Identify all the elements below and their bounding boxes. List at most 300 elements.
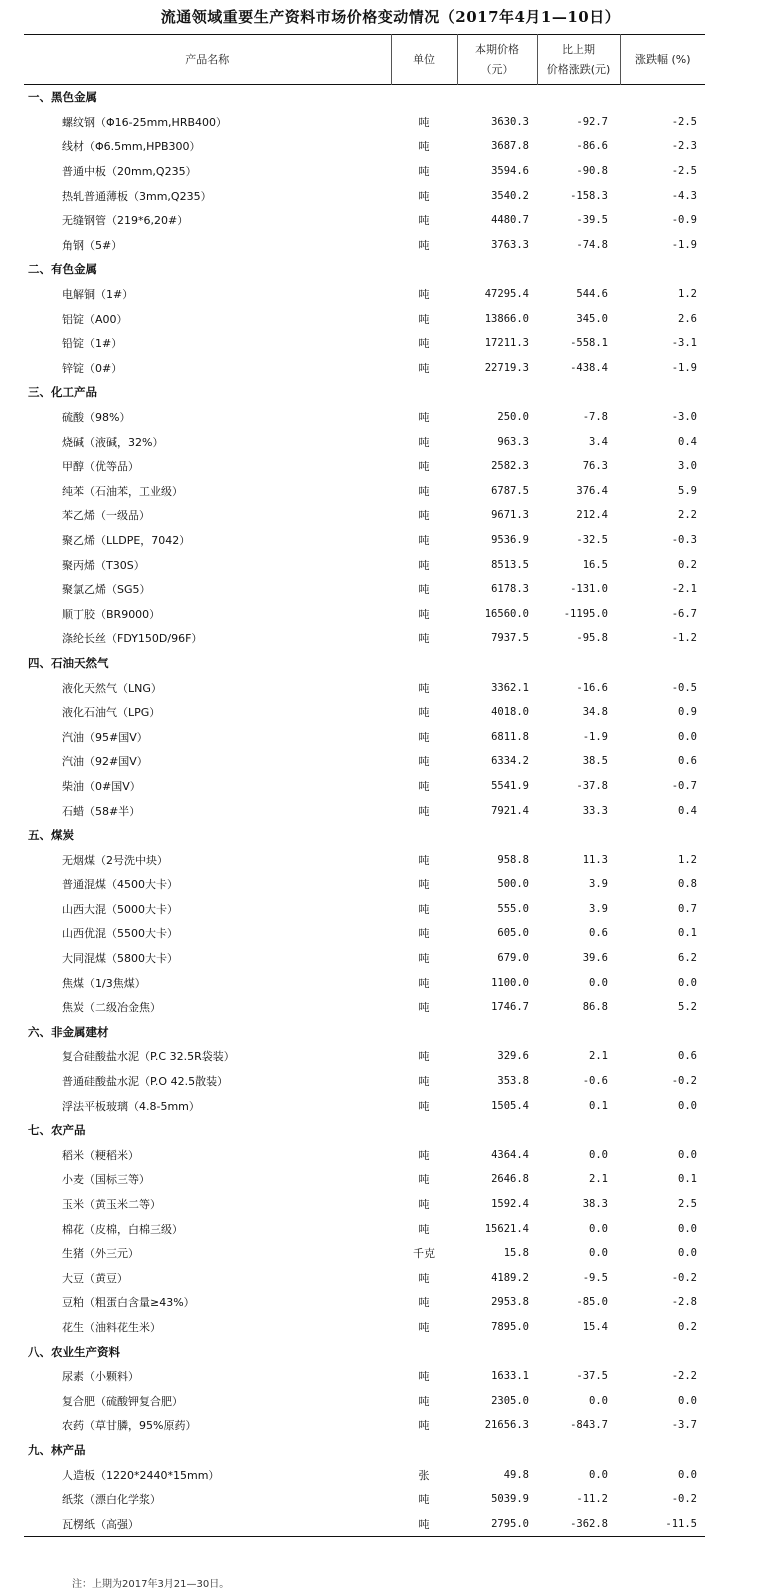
- change-cell: 38.3: [582, 1198, 608, 1211]
- price-cell: 5541.9: [491, 779, 529, 792]
- table-row: [24, 946, 705, 971]
- table-row: [24, 601, 705, 626]
- price-cell: 6811.8: [491, 730, 529, 743]
- pct-cell: -1.2: [671, 632, 697, 645]
- price-cell: 500.0: [497, 878, 529, 891]
- table-row: [24, 921, 705, 946]
- product-name-cell: 无烟煤（2号洗中块）: [62, 853, 168, 867]
- product-name-cell: 甲醇（优等品）: [62, 460, 139, 474]
- product-name-cell: 纸浆（漂白化学浆）: [62, 1493, 161, 1507]
- change-cell: -90.8: [576, 165, 608, 178]
- pct-cell: 0.0: [678, 1468, 697, 1481]
- header-change-line2: 价格涨跌(元): [546, 62, 611, 76]
- price-cell: 1592.4: [491, 1198, 529, 1211]
- product-name-cell: 纯苯（石油苯，工业级）: [62, 484, 183, 498]
- price-cell: 958.8: [497, 853, 529, 866]
- header-change: [537, 35, 620, 85]
- pct-cell: 0.8: [678, 878, 697, 891]
- pct-cell: -2.3: [671, 140, 697, 153]
- pct-cell: 0.0: [678, 730, 697, 743]
- table-row: [24, 897, 705, 922]
- unit-cell: 吨: [418, 755, 430, 769]
- table-row: [24, 1093, 705, 1118]
- footnote: 注：上期为2017年3月21—30日。: [72, 1579, 230, 1590]
- unit-cell: 张: [418, 1468, 430, 1482]
- unit-cell: 千克: [413, 1247, 435, 1261]
- price-cell: 605.0: [497, 927, 529, 940]
- header-price-line2: （元）: [480, 62, 514, 76]
- table-row: [24, 1216, 705, 1241]
- table-row: [24, 183, 705, 208]
- price-cell: 7921.4: [491, 804, 529, 817]
- change-cell: 212.4: [576, 509, 608, 522]
- table-row: [24, 1315, 705, 1340]
- change-cell: -95.8: [576, 632, 608, 645]
- table-row: [24, 1364, 705, 1389]
- table-row: [24, 159, 705, 184]
- category-label: 七、农产品: [28, 1123, 86, 1138]
- unit-cell: 吨: [418, 1271, 430, 1285]
- price-cell: 6334.2: [491, 755, 529, 768]
- product-name-cell: 豆粕（粗蛋白含量≥43%）: [62, 1296, 195, 1310]
- unit-cell: 吨: [418, 288, 430, 302]
- pct-cell: -0.3: [671, 533, 697, 546]
- price-cell: 9536.9: [491, 533, 529, 546]
- unit-cell: 吨: [418, 337, 430, 351]
- product-name-cell: 棉花（皮棉，白棉三级）: [62, 1222, 183, 1236]
- product-name-cell: 汽油（92#国Ⅴ）: [62, 755, 148, 769]
- change-cell: -7.8: [582, 411, 608, 424]
- unit-cell: 吨: [418, 509, 430, 523]
- change-cell: 34.8: [582, 706, 608, 719]
- unit-cell: 吨: [418, 1320, 430, 1334]
- product-name-cell: 液化天然气（LNG）: [62, 681, 162, 695]
- unit-cell: 吨: [418, 632, 430, 646]
- pct-cell: 0.4: [678, 804, 697, 817]
- table-row: [24, 356, 705, 381]
- pct-cell: 0.6: [678, 1050, 697, 1063]
- product-name-cell: 大同混煤（5800大卡）: [62, 952, 178, 966]
- price-cell: 4364.4: [491, 1148, 529, 1161]
- price-cell: 49.8: [503, 1468, 529, 1481]
- unit-cell: 吨: [418, 706, 430, 720]
- unit-cell: 吨: [418, 1394, 430, 1408]
- table-row: [24, 479, 705, 504]
- table-row: [24, 233, 705, 258]
- change-cell: 0.0: [589, 1148, 608, 1161]
- price-cell: 1100.0: [491, 976, 529, 989]
- change-cell: 86.8: [582, 1001, 608, 1014]
- category-label: 五、煤炭: [28, 828, 74, 843]
- category-label: 八、农业生产资料: [28, 1344, 120, 1359]
- product-name-cell: 石蜡（58#半）: [62, 804, 141, 818]
- pct-cell: -2.1: [671, 583, 697, 596]
- category-row: [24, 1339, 705, 1364]
- header-name: 产品名称: [185, 52, 230, 66]
- price-cell: 16560.0: [484, 607, 529, 620]
- product-name-cell: 液化石油气（LPG）: [62, 706, 161, 720]
- header-price-line1: 本期价格: [475, 42, 519, 56]
- pct-cell: 1.2: [678, 853, 697, 866]
- change-cell: -438.4: [570, 361, 608, 374]
- change-cell: 33.3: [582, 804, 608, 817]
- unit-cell: 吨: [418, 779, 430, 793]
- product-name-cell: 线材（Φ6.5mm,HPB300）: [62, 140, 201, 154]
- unit-cell: 吨: [418, 140, 430, 154]
- table-row: [24, 454, 705, 479]
- change-cell: -0.6: [582, 1075, 608, 1088]
- product-name-cell: 普通硅酸盐水泥（P.O 42.5散装）: [62, 1075, 229, 1089]
- table-header-row: [24, 35, 705, 85]
- product-name-cell: 瓦楞纸（高强）: [24, 1511, 391, 1536]
- price-cell: 4480.7: [491, 214, 529, 227]
- change-cell: 3.9: [589, 878, 608, 891]
- category-row: [24, 1118, 705, 1143]
- category-label: 六、非金属建材: [28, 1024, 109, 1039]
- unit-cell: 吨: [418, 681, 430, 695]
- unit-cell: 吨: [418, 927, 430, 941]
- pct-cell: 0.0: [678, 976, 697, 989]
- change-cell: 2.1: [589, 1050, 608, 1063]
- unit-cell: 吨: [418, 214, 430, 228]
- product-name-cell: 热轧普通薄板（3mm,Q235）: [62, 189, 212, 203]
- unit-cell: 吨: [418, 976, 430, 990]
- table-row: [24, 749, 705, 774]
- product-name-cell: 生猪（外三元）: [62, 1247, 139, 1261]
- unit-cell: 吨: [418, 1001, 430, 1015]
- table-row: [24, 552, 705, 577]
- product-name-cell: 大豆（黄豆）: [62, 1271, 128, 1285]
- price-cell: 329.6: [497, 1050, 529, 1063]
- change-cell: -32.5: [576, 533, 608, 546]
- unit-cell: 吨: [418, 558, 430, 572]
- price-cell: 2795.0: [457, 1511, 537, 1536]
- pct-cell: 5.2: [678, 1001, 697, 1014]
- price-cell: 353.8: [497, 1075, 529, 1088]
- table-row: [24, 503, 705, 528]
- unit-cell: 吨: [418, 189, 430, 203]
- table-row: [24, 675, 705, 700]
- table-row: [24, 700, 705, 725]
- change-cell: -92.7: [576, 115, 608, 128]
- table-row: [24, 626, 705, 651]
- price-cell: 47295.4: [484, 288, 529, 301]
- unit-cell: 吨: [418, 902, 430, 916]
- pct-cell: 0.6: [678, 755, 697, 768]
- pct-cell: 2.5: [678, 1198, 697, 1211]
- pct-cell: 2.6: [678, 312, 697, 325]
- change-cell: 11.3: [582, 853, 608, 866]
- product-name-cell: 聚丙烯（T30S）: [62, 558, 145, 572]
- product-name-cell: 螺纹钢（Φ16-25mm,HRB400）: [62, 115, 228, 129]
- pct-cell: 0.2: [678, 1320, 697, 1333]
- change-cell: -362.8: [537, 1511, 620, 1536]
- header-pct: 涨跌幅 (%): [620, 35, 705, 85]
- product-name-cell: 玉米（黄玉米二等）: [62, 1198, 161, 1212]
- unit-cell: 吨: [418, 1370, 430, 1384]
- pct-cell: 0.0: [678, 1247, 697, 1260]
- change-cell: -37.5: [576, 1370, 608, 1383]
- product-name-cell: 稻米（粳稻米）: [62, 1148, 139, 1162]
- table-row: [24, 724, 705, 749]
- change-cell: 76.3: [582, 460, 608, 473]
- table-row: [24, 577, 705, 602]
- unit-cell: 吨: [418, 1050, 430, 1064]
- unit-cell: 吨: [418, 115, 430, 129]
- price-cell: 13866.0: [484, 312, 529, 325]
- price-cell: 8513.5: [491, 558, 529, 571]
- table-row: [24, 110, 705, 135]
- change-cell: -85.0: [576, 1296, 608, 1309]
- page-title: 流通领域重要生产资料市场价格变动情况（2017年4月1—10日）: [160, 8, 621, 26]
- header-price: [457, 35, 537, 85]
- unit-cell: 吨: [418, 1493, 430, 1507]
- price-cell: 555.0: [497, 902, 529, 915]
- table-row: [24, 1290, 705, 1315]
- product-name-cell: 尿素（小颗料）: [62, 1370, 139, 1384]
- unit-cell: 吨: [391, 1511, 457, 1536]
- pct-cell: -0.2: [671, 1075, 697, 1088]
- unit-cell: 吨: [418, 1099, 430, 1113]
- pct-cell: -4.3: [671, 189, 697, 202]
- pct-cell: -1.9: [671, 238, 697, 251]
- category-label: 四、石油天然气: [28, 655, 109, 670]
- product-name-cell: 复合硅酸盐水泥（P.C 32.5R袋装）: [62, 1050, 235, 1064]
- price-cell: 2953.8: [491, 1296, 529, 1309]
- price-cell: 250.0: [497, 411, 529, 424]
- price-cell: 4189.2: [491, 1271, 529, 1284]
- pct-cell: 0.0: [678, 1099, 697, 1112]
- pct-cell: 5.9: [678, 484, 697, 497]
- table-row: [24, 429, 705, 454]
- category-label: 三、化工产品: [28, 385, 97, 400]
- pct-cell: 0.0: [678, 1394, 697, 1407]
- price-cell: 7895.0: [491, 1320, 529, 1333]
- category-label: 二、有色金属: [28, 262, 97, 277]
- change-cell: 0.0: [589, 1247, 608, 1260]
- pct-cell: 6.2: [678, 952, 697, 965]
- product-name-cell: 农药（草甘膦，95%原药）: [62, 1419, 197, 1433]
- pct-cell: -0.5: [671, 681, 697, 694]
- table-row: [24, 528, 705, 553]
- table-row: [24, 1266, 705, 1291]
- unit-cell: 吨: [418, 1173, 430, 1187]
- table-row: [24, 1143, 705, 1168]
- unit-cell: 吨: [418, 361, 430, 375]
- table-row: [24, 1487, 705, 1512]
- pct-cell: -0.7: [671, 779, 697, 792]
- category-row: [24, 1020, 705, 1045]
- change-cell: 3.9: [589, 902, 608, 915]
- product-name-cell: 山西大混（5000大卡）: [62, 902, 178, 916]
- price-cell: 1505.4: [491, 1099, 529, 1112]
- product-name-cell: 山西优混（5500大卡）: [62, 927, 178, 941]
- product-name-cell: 聚氯乙烯（SG5）: [62, 583, 151, 597]
- price-cell: 21656.3: [484, 1419, 529, 1432]
- category-row: [24, 1438, 705, 1463]
- unit-cell: 吨: [418, 1296, 430, 1310]
- pct-cell: 0.1: [678, 1173, 697, 1186]
- product-name-cell: 小麦（国标三等）: [62, 1173, 150, 1187]
- unit-cell: 吨: [418, 165, 430, 179]
- unit-cell: 吨: [418, 484, 430, 498]
- table-row: [24, 1413, 705, 1438]
- price-cell: 22719.3: [484, 361, 529, 374]
- product-name-cell: 顺丁胶（BR9000）: [62, 607, 161, 621]
- table-row: [24, 134, 705, 159]
- pct-cell: 2.2: [678, 509, 697, 522]
- product-name-cell: 花生（油料花生米）: [62, 1320, 161, 1334]
- pct-cell: 3.0: [678, 460, 697, 473]
- unit-cell: 吨: [418, 1075, 430, 1089]
- change-cell: 0.6: [589, 927, 608, 940]
- unit-cell: 吨: [418, 804, 430, 818]
- unit-cell: 吨: [418, 878, 430, 892]
- price-cell: 1746.7: [491, 1001, 529, 1014]
- change-cell: -11.2: [576, 1493, 608, 1506]
- product-name-cell: 焦炭（二级冶金焦）: [62, 1001, 161, 1015]
- pct-cell: -3.7: [671, 1419, 697, 1432]
- change-cell: 0.0: [589, 1222, 608, 1235]
- category-row: [24, 85, 705, 110]
- category-label: 九、林产品: [28, 1442, 86, 1457]
- unit-cell: 吨: [418, 1222, 430, 1236]
- category-label: 一、黑色金属: [28, 90, 97, 105]
- change-cell: -558.1: [570, 337, 608, 350]
- pct-cell: -0.9: [671, 214, 697, 227]
- price-cell: 3362.1: [491, 681, 529, 694]
- pct-cell: -3.1: [671, 337, 697, 350]
- change-cell: -39.5: [576, 214, 608, 227]
- price-cell: 2646.8: [491, 1173, 529, 1186]
- product-name-cell: 锌锭（0#）: [62, 361, 123, 375]
- price-cell: 5039.9: [491, 1493, 529, 1506]
- pct-cell: 0.2: [678, 558, 697, 571]
- table-row: [24, 1511, 705, 1536]
- table-row: [24, 995, 705, 1020]
- table-row: [24, 1192, 705, 1217]
- table-row: [24, 970, 705, 995]
- product-name-cell: 普通混煤（4500大卡）: [62, 878, 178, 892]
- change-cell: 3.4: [589, 435, 608, 448]
- table-row: [24, 1388, 705, 1413]
- unit-cell: 吨: [418, 238, 430, 252]
- product-name-cell: 电解铜（1#）: [62, 288, 134, 302]
- table-row: [24, 306, 705, 331]
- pct-cell: 0.9: [678, 706, 697, 719]
- unit-cell: 吨: [418, 1148, 430, 1162]
- table-row: [24, 798, 705, 823]
- category-row: [24, 257, 705, 282]
- price-cell: 963.3: [497, 435, 529, 448]
- change-cell: -86.6: [576, 140, 608, 153]
- pct-cell: -1.9: [671, 361, 697, 374]
- change-cell: 345.0: [576, 312, 608, 325]
- price-cell: 3540.2: [491, 189, 529, 202]
- price-cell: 4018.0: [491, 706, 529, 719]
- change-cell: 38.5: [582, 755, 608, 768]
- price-cell: 1633.1: [491, 1370, 529, 1383]
- product-name-cell: 柴油（0#国Ⅴ）: [62, 779, 141, 793]
- pct-cell: -0.2: [671, 1493, 697, 1506]
- price-cell: 15.8: [503, 1247, 529, 1260]
- change-cell: 2.1: [589, 1173, 608, 1186]
- category-row: [24, 651, 705, 676]
- table-row: [24, 1069, 705, 1094]
- pct-cell: 0.0: [678, 1148, 697, 1161]
- category-row: [24, 823, 705, 848]
- price-cell: 3594.6: [491, 165, 529, 178]
- unit-cell: 吨: [418, 312, 430, 326]
- pct-cell: 0.0: [678, 1222, 697, 1235]
- product-name-cell: 涤纶长丝（FDY150D/96F）: [62, 632, 203, 646]
- table-row: [24, 1044, 705, 1069]
- product-name-cell: 苯乙烯（一级品）: [62, 509, 150, 523]
- change-cell: -16.6: [576, 681, 608, 694]
- table-row: [24, 774, 705, 799]
- unit-cell: 吨: [418, 952, 430, 966]
- unit-cell: 吨: [418, 583, 430, 597]
- pct-cell: -2.8: [671, 1296, 697, 1309]
- product-name-cell: 铝锭（A00）: [62, 312, 128, 326]
- price-table: [24, 34, 705, 1537]
- product-name-cell: 无缝钢管（219*6,20#）: [62, 214, 189, 228]
- unit-cell: 吨: [418, 607, 430, 621]
- unit-cell: 吨: [418, 460, 430, 474]
- pct-cell: -3.0: [671, 411, 697, 424]
- change-cell: -37.8: [576, 779, 608, 792]
- pct-cell: 0.7: [678, 902, 697, 915]
- product-name-cell: 普通中板（20mm,Q235）: [62, 165, 197, 179]
- category-row: [24, 380, 705, 405]
- change-cell: -9.5: [582, 1271, 608, 1284]
- table-row: [24, 1462, 705, 1487]
- product-name-cell: 汽油（95#国Ⅴ）: [62, 730, 148, 744]
- table-row: [24, 208, 705, 233]
- table-row: [24, 282, 705, 307]
- price-cell: 9671.3: [491, 509, 529, 522]
- change-cell: -1.9: [582, 730, 608, 743]
- change-cell: 376.4: [576, 484, 608, 497]
- price-cell: 3763.3: [491, 238, 529, 251]
- table-row: [24, 872, 705, 897]
- table-row: [24, 405, 705, 430]
- change-cell: 0.0: [589, 976, 608, 989]
- price-cell: 7937.5: [491, 632, 529, 645]
- table-row: [24, 1241, 705, 1266]
- table-row: [24, 1167, 705, 1192]
- unit-cell: 吨: [418, 1419, 430, 1433]
- table-row: [24, 331, 705, 356]
- product-name-cell: 人造板（1220*2440*15mm）: [62, 1468, 220, 1482]
- change-cell: -158.3: [570, 189, 608, 202]
- pct-cell: 1.2: [678, 288, 697, 301]
- change-cell: 0.1: [589, 1099, 608, 1112]
- change-cell: -1195.0: [563, 607, 608, 620]
- product-name-cell: 复合肥（硫酸钾复合肥）: [62, 1394, 183, 1408]
- change-cell: -74.8: [576, 238, 608, 251]
- unit-cell: 吨: [418, 435, 430, 449]
- product-name-cell: 烧碱（液碱，32%）: [62, 435, 164, 449]
- pct-cell: -0.2: [671, 1271, 697, 1284]
- price-cell: 2305.0: [491, 1394, 529, 1407]
- change-cell: 15.4: [582, 1320, 608, 1333]
- table-row: [24, 847, 705, 872]
- unit-cell: 吨: [418, 411, 430, 425]
- product-name-cell: 角钢（5#）: [62, 238, 123, 252]
- price-cell: 6178.3: [491, 583, 529, 596]
- price-cell: 2582.3: [491, 460, 529, 473]
